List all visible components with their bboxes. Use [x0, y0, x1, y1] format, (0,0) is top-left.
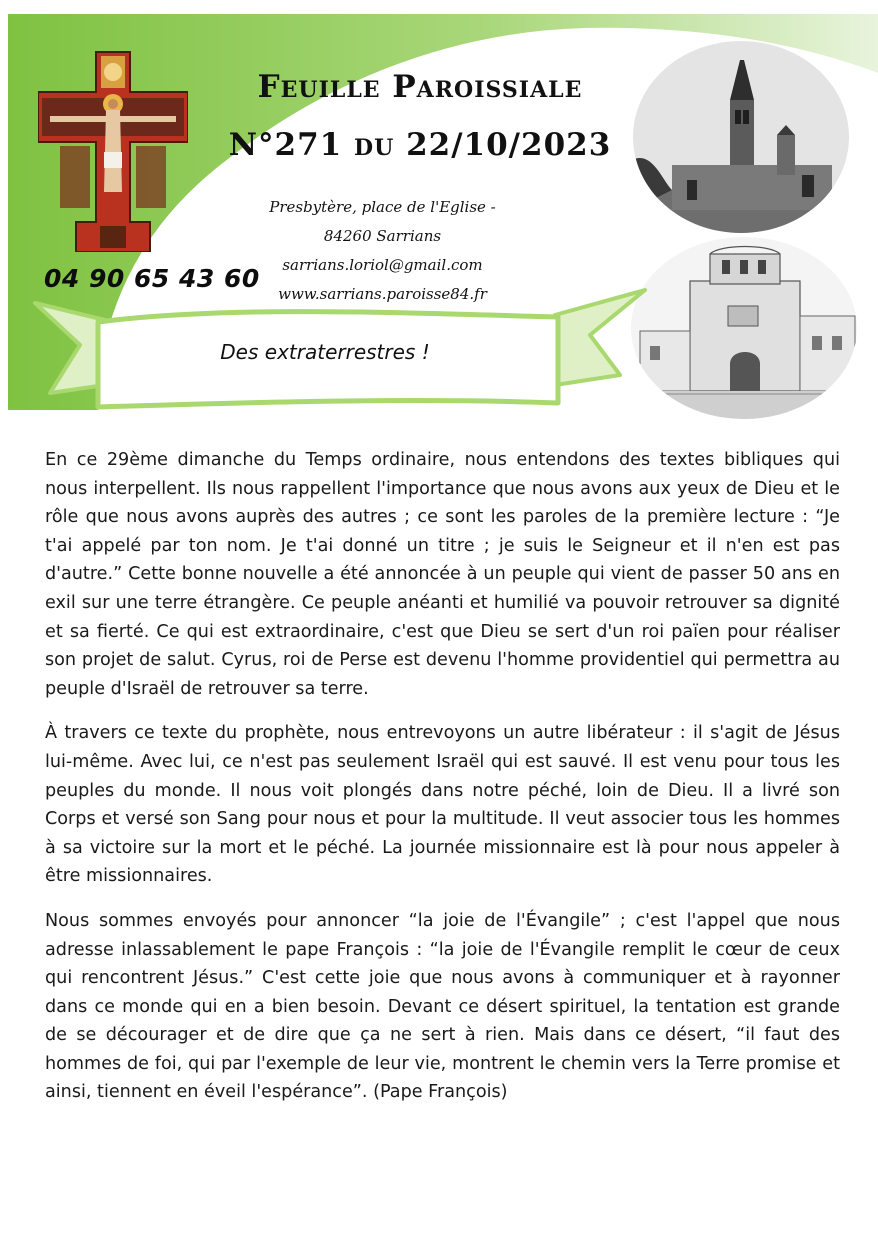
title-line-1: Feuille Paroissiale [257, 69, 583, 105]
article-paragraph: À travers ce texte du prophète, nous entrevoyons un autre libérateur : il s'agit de Jésus lui-même. Avec lui, ce n'est pas seulement Israël qui est sauvé. Il est venu pour tous les peuples du monde. Il nous voit plongés dans notre péché, loin de Dieu. Il a livré son Corps et versé son Sang pour nous et pour la multitude. Il veut associer tous les hommes à sa victoire sur la mort et le péché. La journée missionnaire est là pour nous appeler à être missionnaires. [45, 723, 840, 887]
address-line-2: 84260 Sarrians [323, 227, 442, 245]
title-line-2: N°271 du 22/10/2023 [228, 127, 612, 163]
bulletin-title [215, 58, 625, 174]
address-line-1: Presbytère, place de l'Eglise - [269, 198, 496, 216]
email-address[interactable]: sarrians.loriol@gmail.com [282, 256, 483, 274]
crucifix-image [38, 42, 188, 252]
article-paragraph: En ce 29ème dimanche du Temps ordinaire, nous entendons des textes bibliques qui nous interpellent. Ils nous rappellent l'importance que nous avons aux yeux de Dieu et le rôle que nous avons auprès des autres ; ce sont les paroles de la première lecture : “Je t'ai appelé par ton nom. Je t'ai donné un titre ; je suis le Seigneur et il n'en est pas d'autre.” Cette bonne nouvelle a été annoncée à un peuple qui vient de passer 50 ans en exil sur une terre étrangère. Ce peuple anéanti et humilié va pouvoir retrouver sa dignité et sa fierté. Ce qui est extraordinaire, c'est que Dieu se sert d'un roi païen pour réaliser son projet de salut. Cyrus, roi de Perse est devenu l'homme providentiel qui permettra au peuple d'Israël de retrouver sa terre. [45, 450, 840, 699]
website-link[interactable]: www.sarrians.paroisse84.fr [278, 285, 487, 302]
church-facade-drawing [630, 236, 858, 421]
phone-number: 04 90 65 43 60 [44, 264, 260, 293]
church-tower-photo [632, 40, 850, 235]
article-body [45, 446, 840, 1123]
article-paragraph: Nous sommes envoyés pour annoncer “la joie de l'Évangile” ; c'est l'appel que nous adresse inlassablement le pape François : “la joie de l'Évangile remplit le cœur de ceux qui rencontrent Jésus.” C'est cette joie que nous avons à communiquer et à rayonner dans ce monde qui en a bien besoin. Devant ce désert spirituel, la tentation est grande de se décourager et de dire que ça ne sert à rien. Mais dans ce désert, “il faut des hommes de foi, qui par l'exemple de leur vie, montrent le chemin vers la Terre promise et ainsi, tiennent en éveil l'espérance”. (Pape François) [45, 910, 840, 1103]
article-headline: Des extraterrestres ! [220, 340, 430, 364]
